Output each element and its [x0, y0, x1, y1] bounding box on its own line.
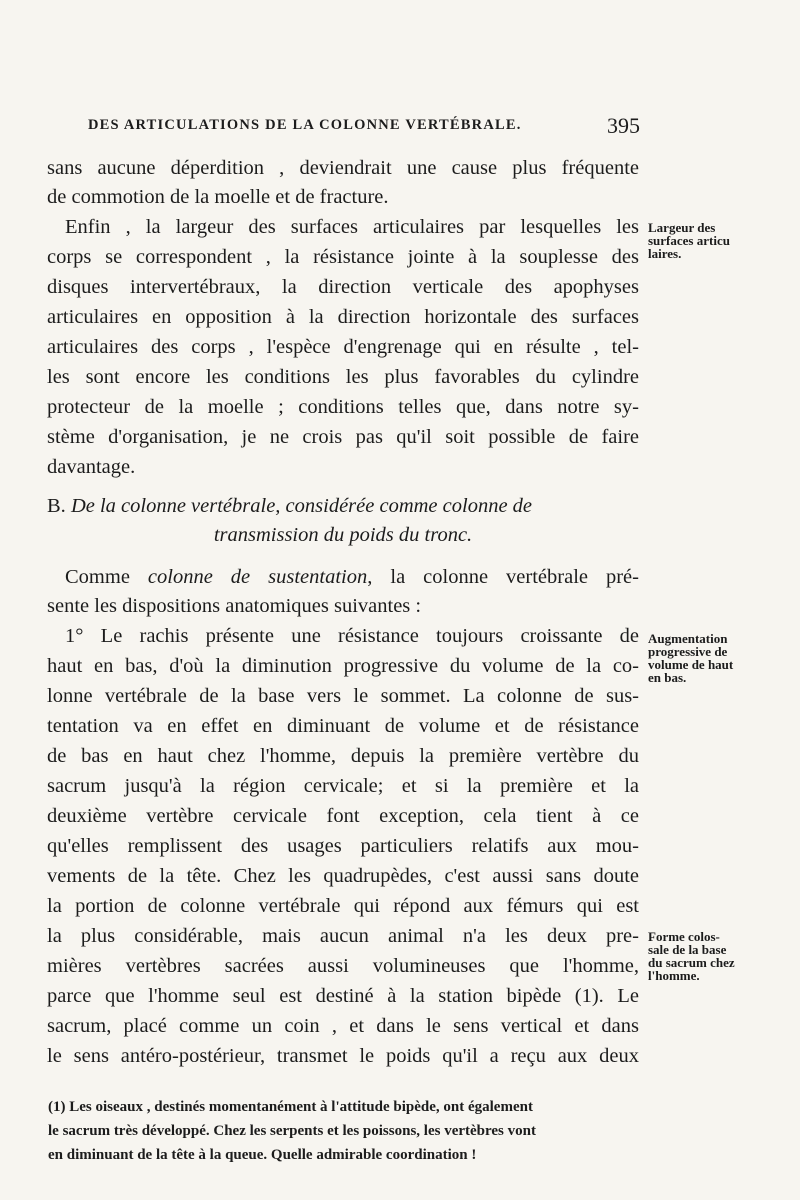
page-number: 395	[607, 113, 640, 138]
margin-note-forme	[648, 930, 758, 982]
text-line: Enfin , la largeur des surfaces articulaires par lesquelles les	[65, 216, 639, 238]
margin-note-augmentation	[648, 632, 758, 684]
margin-note-line: Augmentation	[648, 631, 728, 646]
margin-note-line: du sacrum chez	[648, 955, 735, 970]
text-line: vements de la tête. Chez les quadrupèdes, c'est aussi sans doute	[47, 865, 639, 887]
section-letter: B.	[47, 495, 66, 517]
emphasis-text: colonne de sustentation	[147, 566, 368, 588]
text-line: parce que l'homme seul est destiné à la station bipède (1). Le	[47, 985, 639, 1007]
text-line: sans aucune déperdition , deviendrait une cause plus fréquente	[47, 157, 639, 179]
margin-note-line: sale de la base	[648, 942, 727, 957]
margin-note-line: progressive de	[648, 644, 728, 659]
section-heading	[47, 494, 639, 518]
text-line: de commotion de la moelle et de fracture.	[47, 186, 389, 208]
text-line: sacrum jusqu'à la région cervicale; et si la première et la	[47, 775, 639, 797]
running-head	[88, 113, 640, 138]
margin-note-line: Largeur des	[648, 220, 716, 235]
text-line: lonne vertébrale de la base vers le sommet. La colonne de sus-	[47, 685, 639, 707]
text-line: sente les dispositions anatomiques suivantes :	[47, 595, 422, 617]
text-line: sacrum, placé comme un coin , et dans le sens vertical et dans	[47, 1015, 639, 1037]
section-title-line1: De la colonne vertébrale, considérée comme colonne de	[70, 495, 533, 517]
text-line: haut en bas, d'où la diminution progressive du volume de la co-	[47, 655, 639, 677]
text-line: la portion de colonne vertébrale qui répond aux fémurs qui est	[47, 895, 639, 917]
text-line: qu'elles remplissent des usages particuliers relatifs aux mou-	[47, 835, 639, 857]
margin-note-line: l'homme.	[648, 968, 700, 983]
footnote-line: le sacrum très développé. Chez les serpents et les poissons, les vertèbres vont	[48, 1123, 536, 1139]
margin-note-line: Forme colos-	[648, 929, 720, 944]
footnote-line: en diminuant de la tête à la queue. Quelle admirable coordination !	[48, 1147, 477, 1163]
text-line: stème d'organisation, je ne crois pas qu'il soit possible de faire	[47, 426, 639, 448]
text-line	[65, 565, 639, 589]
text-line: la plus considérable, mais aucun animal n'a les deux pre-	[47, 925, 639, 947]
running-head-title: DES ARTICULATIONS DE LA COLONNE VERTÉBRALE.	[88, 117, 522, 133]
text-line: articulaires des corps , l'espèce d'engrenage qui en résulte , tel-	[47, 336, 639, 358]
margin-note-line: laires.	[648, 246, 682, 261]
text-line: articulaires en opposition à la direction horizontale des surfaces	[47, 306, 639, 328]
section-title-line2: transmission du poids du tronc.	[213, 524, 473, 546]
text-fragment: Comme	[65, 566, 148, 588]
text-line: deuxième vertèbre cervicale font exception, cela tient à ce	[47, 805, 639, 827]
margin-note-line: en bas.	[648, 670, 687, 685]
text-line: corps se correspondent , la résistance jointe à la souplesse des	[47, 246, 639, 268]
margin-note-largeur	[648, 221, 758, 260]
text-line: les sont encore les conditions les plus favorables du cylindre	[47, 366, 639, 388]
text-line: disques intervertébraux, la direction verticale des apophyses	[47, 276, 639, 298]
text-line: 1° Le rachis présente une résistance toujours croissante de	[65, 625, 639, 647]
text-fragment: , la colonne vertébrale pré-	[367, 566, 639, 588]
text-line: le sens antéro-postérieur, transmet le poids qu'il a reçu aux deux	[47, 1045, 639, 1067]
text-line: mières vertèbres sacrées aussi volumineuses que l'homme,	[47, 955, 639, 977]
text-line: de bas en haut chez l'homme, depuis la première vertèbre du	[47, 745, 639, 767]
margin-note-line: volume de haut	[648, 657, 734, 672]
text-line: protecteur de la moelle ; conditions telles que, dans notre sy-	[47, 396, 639, 418]
margin-note-line: surfaces articu	[648, 233, 730, 248]
text-line: davantage.	[47, 456, 136, 478]
text-line: tentation va en effet en diminuant de volume et de résistance	[47, 715, 639, 737]
footnote-line: (1) Les oiseaux , destinés momentanément à l'attitude bipède, ont également	[48, 1099, 533, 1115]
